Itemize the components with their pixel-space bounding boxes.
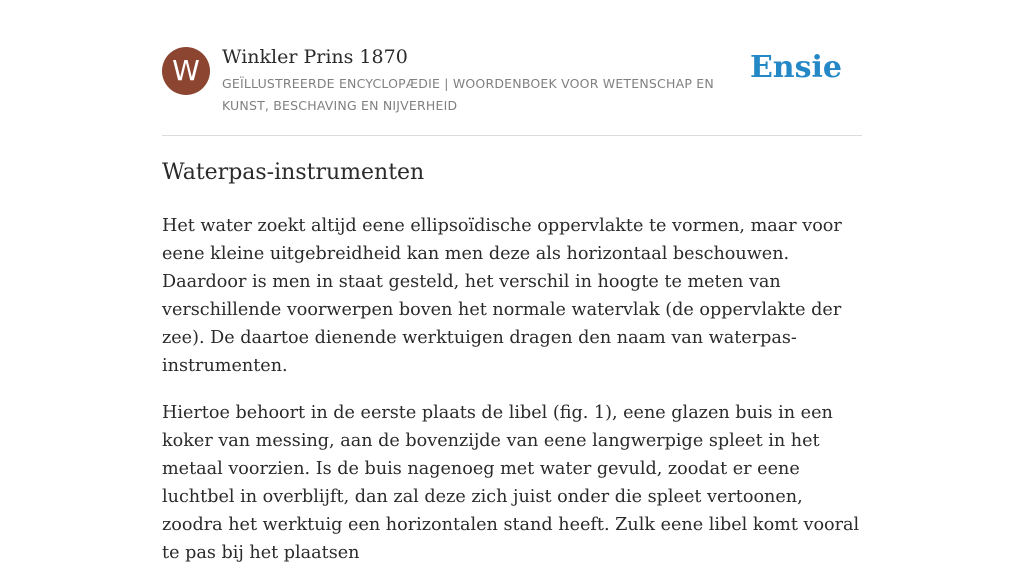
ensie-logo[interactable]: Ensie <box>749 50 842 85</box>
article-title: Waterpas-instrumenten <box>162 160 425 185</box>
source-title[interactable]: Winkler Prins 1870 <box>222 46 408 68</box>
article-paragraph: Het water zoekt altijd eene ellipsoïdische oppervlakte te vormen, maar voor eene kleine uitgebreidheid kan men deze als horizontaal beschouwen. Daardoor is men in staat gesteld, het verschil in hoogte te meten van verschillende voorwerpen boven het normale watervlak (de oppervlakte der zee). De daartoe dienende werktuigen dragen den naam van waterpas-instrumenten. <box>162 216 842 376</box>
page <box>162 0 862 563</box>
source-avatar[interactable]: W <box>162 47 210 95</box>
source-header <box>162 0 862 136</box>
article-paragraph: Hiertoe behoort in de eerste plaats de libel (fig. 1), eene glazen buis in een koker van messing, aan de bovenzijde van eene langwerpige spleet in het metaal voorzien. Is de buis nagenoeg met water gevuld, zoodat er eene luchtbel in overblijft, dan zal deze zich juist onder die spleet vertoonen, zoodra het werktuig een horizontalen stand heeft. Zulk eene libel komt vooral te pas bij het plaatsen <box>162 403 860 563</box>
source-subtitle: GEÏLLUSTREERDE ENCYCLOPÆDIE | WOORDENBOEK VOOR WETENSCHAP EN KUNST, BESCHAVING EN NIJVERHEID <box>222 76 714 113</box>
article-body <box>162 212 867 586</box>
